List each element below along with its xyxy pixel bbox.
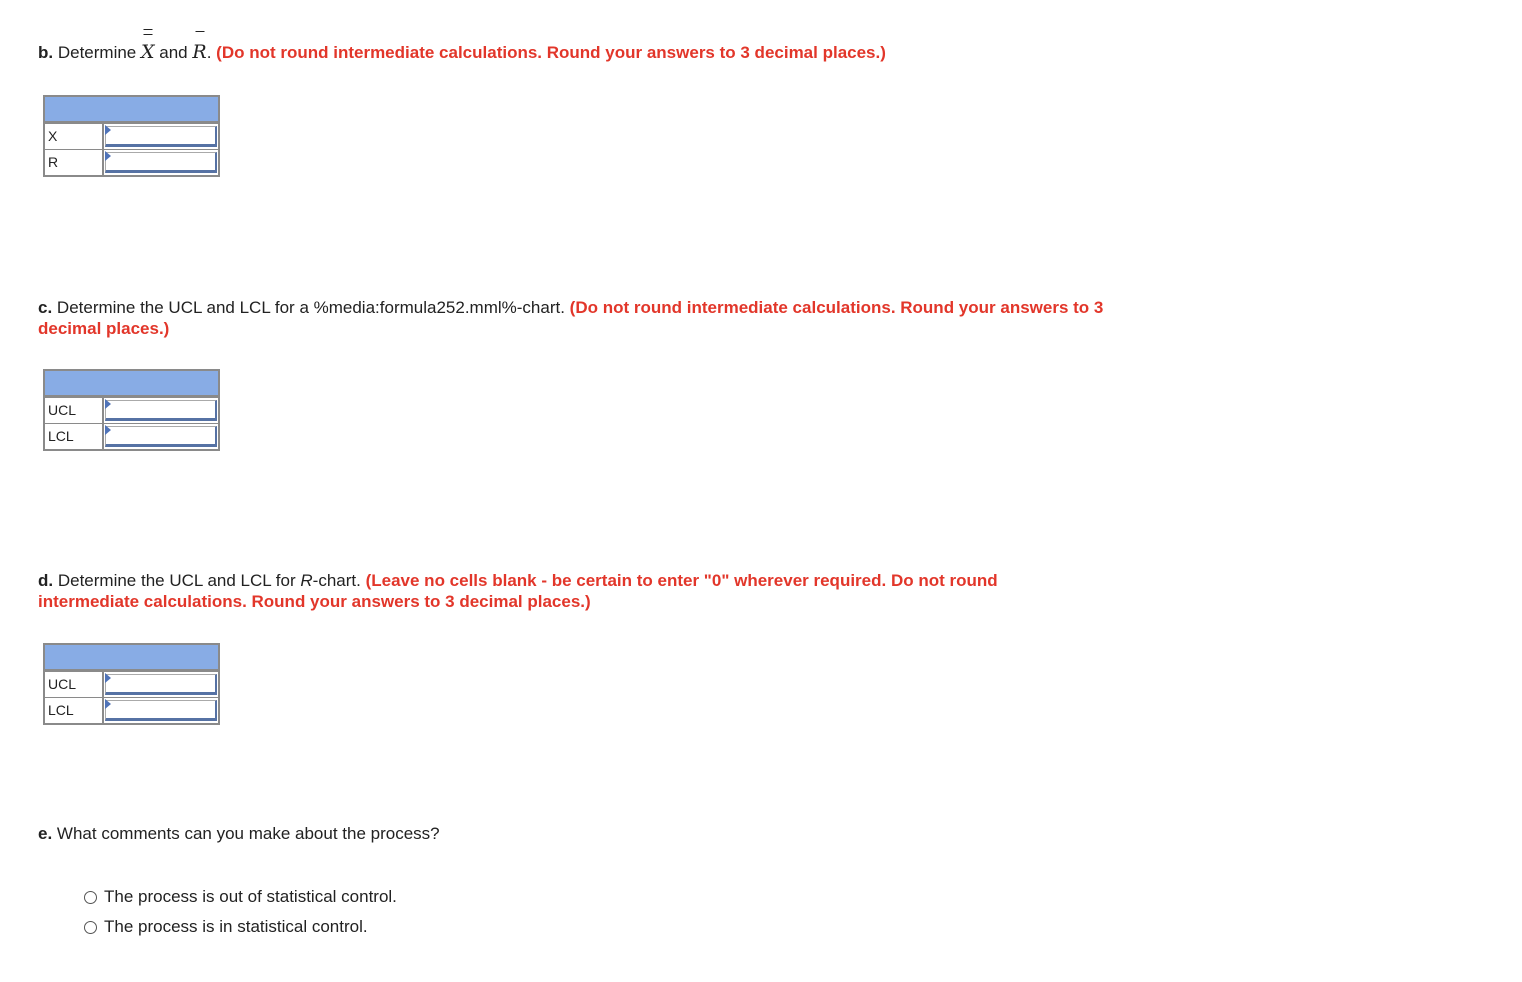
option-label: The process is out of statistical control.	[104, 887, 397, 906]
question-e-text	[38, 823, 440, 844]
question-b-text-after: .	[206, 43, 212, 62]
r-bar-input[interactable]	[105, 152, 217, 173]
answer-cell	[104, 398, 218, 423]
table-header	[45, 97, 218, 123]
answer-table-b	[43, 95, 220, 177]
table-row	[45, 149, 218, 175]
input-marker-icon	[105, 125, 111, 135]
option-out-of-control[interactable]	[84, 882, 397, 912]
table-row	[45, 697, 218, 723]
question-d-text-after: -chart.	[312, 571, 361, 590]
r-symbol: R	[300, 571, 313, 590]
answer-cell	[104, 672, 218, 697]
table-row	[45, 423, 218, 449]
question-d	[38, 570, 1048, 612]
r-bar-symbol: R	[192, 42, 206, 63]
table-row	[45, 123, 218, 149]
radio-button[interactable]	[84, 921, 97, 934]
input-marker-icon	[105, 673, 111, 683]
row-label-x: X	[45, 124, 104, 149]
row-label-ucl: UCL	[45, 398, 104, 423]
question-c-letter: c.	[38, 298, 53, 317]
question-d-instruction: (Leave no cells blank - be certain to enter "0" wherever required. Do not round intermediate calculations. Round your answers to 3 decimal places.)	[38, 571, 998, 611]
question-e-body: What comments can you make about the process?	[56, 824, 440, 843]
question-d-text-before: Determine the UCL and LCL for	[57, 571, 296, 590]
input-marker-icon	[105, 399, 111, 409]
question-d-letter: d.	[38, 571, 54, 590]
answer-table-c	[43, 369, 220, 451]
question-b-text	[38, 42, 886, 63]
table-row	[45, 671, 218, 697]
answer-cell	[104, 424, 218, 449]
question-e-letter: e.	[38, 824, 53, 843]
d-ucl-input[interactable]	[105, 674, 217, 695]
answer-cell	[104, 124, 218, 149]
x-double-bar-symbol: X	[141, 42, 155, 63]
input-marker-icon	[105, 151, 111, 161]
question-b-instruction: (Do not round intermediate calculations. Round your answers to 3 decimal places.)	[216, 43, 886, 62]
row-label-ucl: UCL	[45, 672, 104, 697]
c-ucl-input[interactable]	[105, 400, 217, 421]
x-double-bar-input[interactable]	[105, 126, 217, 147]
answer-cell	[104, 150, 218, 175]
radio-button[interactable]	[84, 891, 97, 904]
d-lcl-input[interactable]	[105, 700, 217, 721]
row-label-r: R	[45, 150, 104, 175]
table-header	[45, 645, 218, 671]
question-b-text-mid: and	[159, 43, 188, 62]
question-e	[38, 823, 440, 844]
question-d-text	[38, 570, 1048, 612]
option-label: The process is in statistical control.	[104, 917, 368, 936]
question-b-letter: b.	[38, 43, 54, 62]
input-marker-icon	[105, 699, 111, 709]
question-b-text-before: Determine	[57, 43, 137, 62]
option-in-control[interactable]	[84, 912, 397, 942]
answer-table-d	[43, 643, 220, 725]
input-marker-icon	[105, 425, 111, 435]
question-c-text	[38, 297, 1118, 339]
process-options	[84, 882, 397, 942]
table-row	[45, 397, 218, 423]
table-header	[45, 371, 218, 397]
question-b	[38, 42, 886, 63]
row-label-lcl: LCL	[45, 424, 104, 449]
answer-cell	[104, 698, 218, 723]
question-c-instruction: (Do not round intermediate calculations. Round your answers to 3 decimal places.)	[38, 298, 1104, 338]
question-c	[38, 297, 1118, 339]
row-label-lcl: LCL	[45, 698, 104, 723]
c-lcl-input[interactable]	[105, 426, 217, 447]
question-c-body: Determine the UCL and LCL for a %media:formula252.mml%-chart.	[56, 298, 565, 317]
